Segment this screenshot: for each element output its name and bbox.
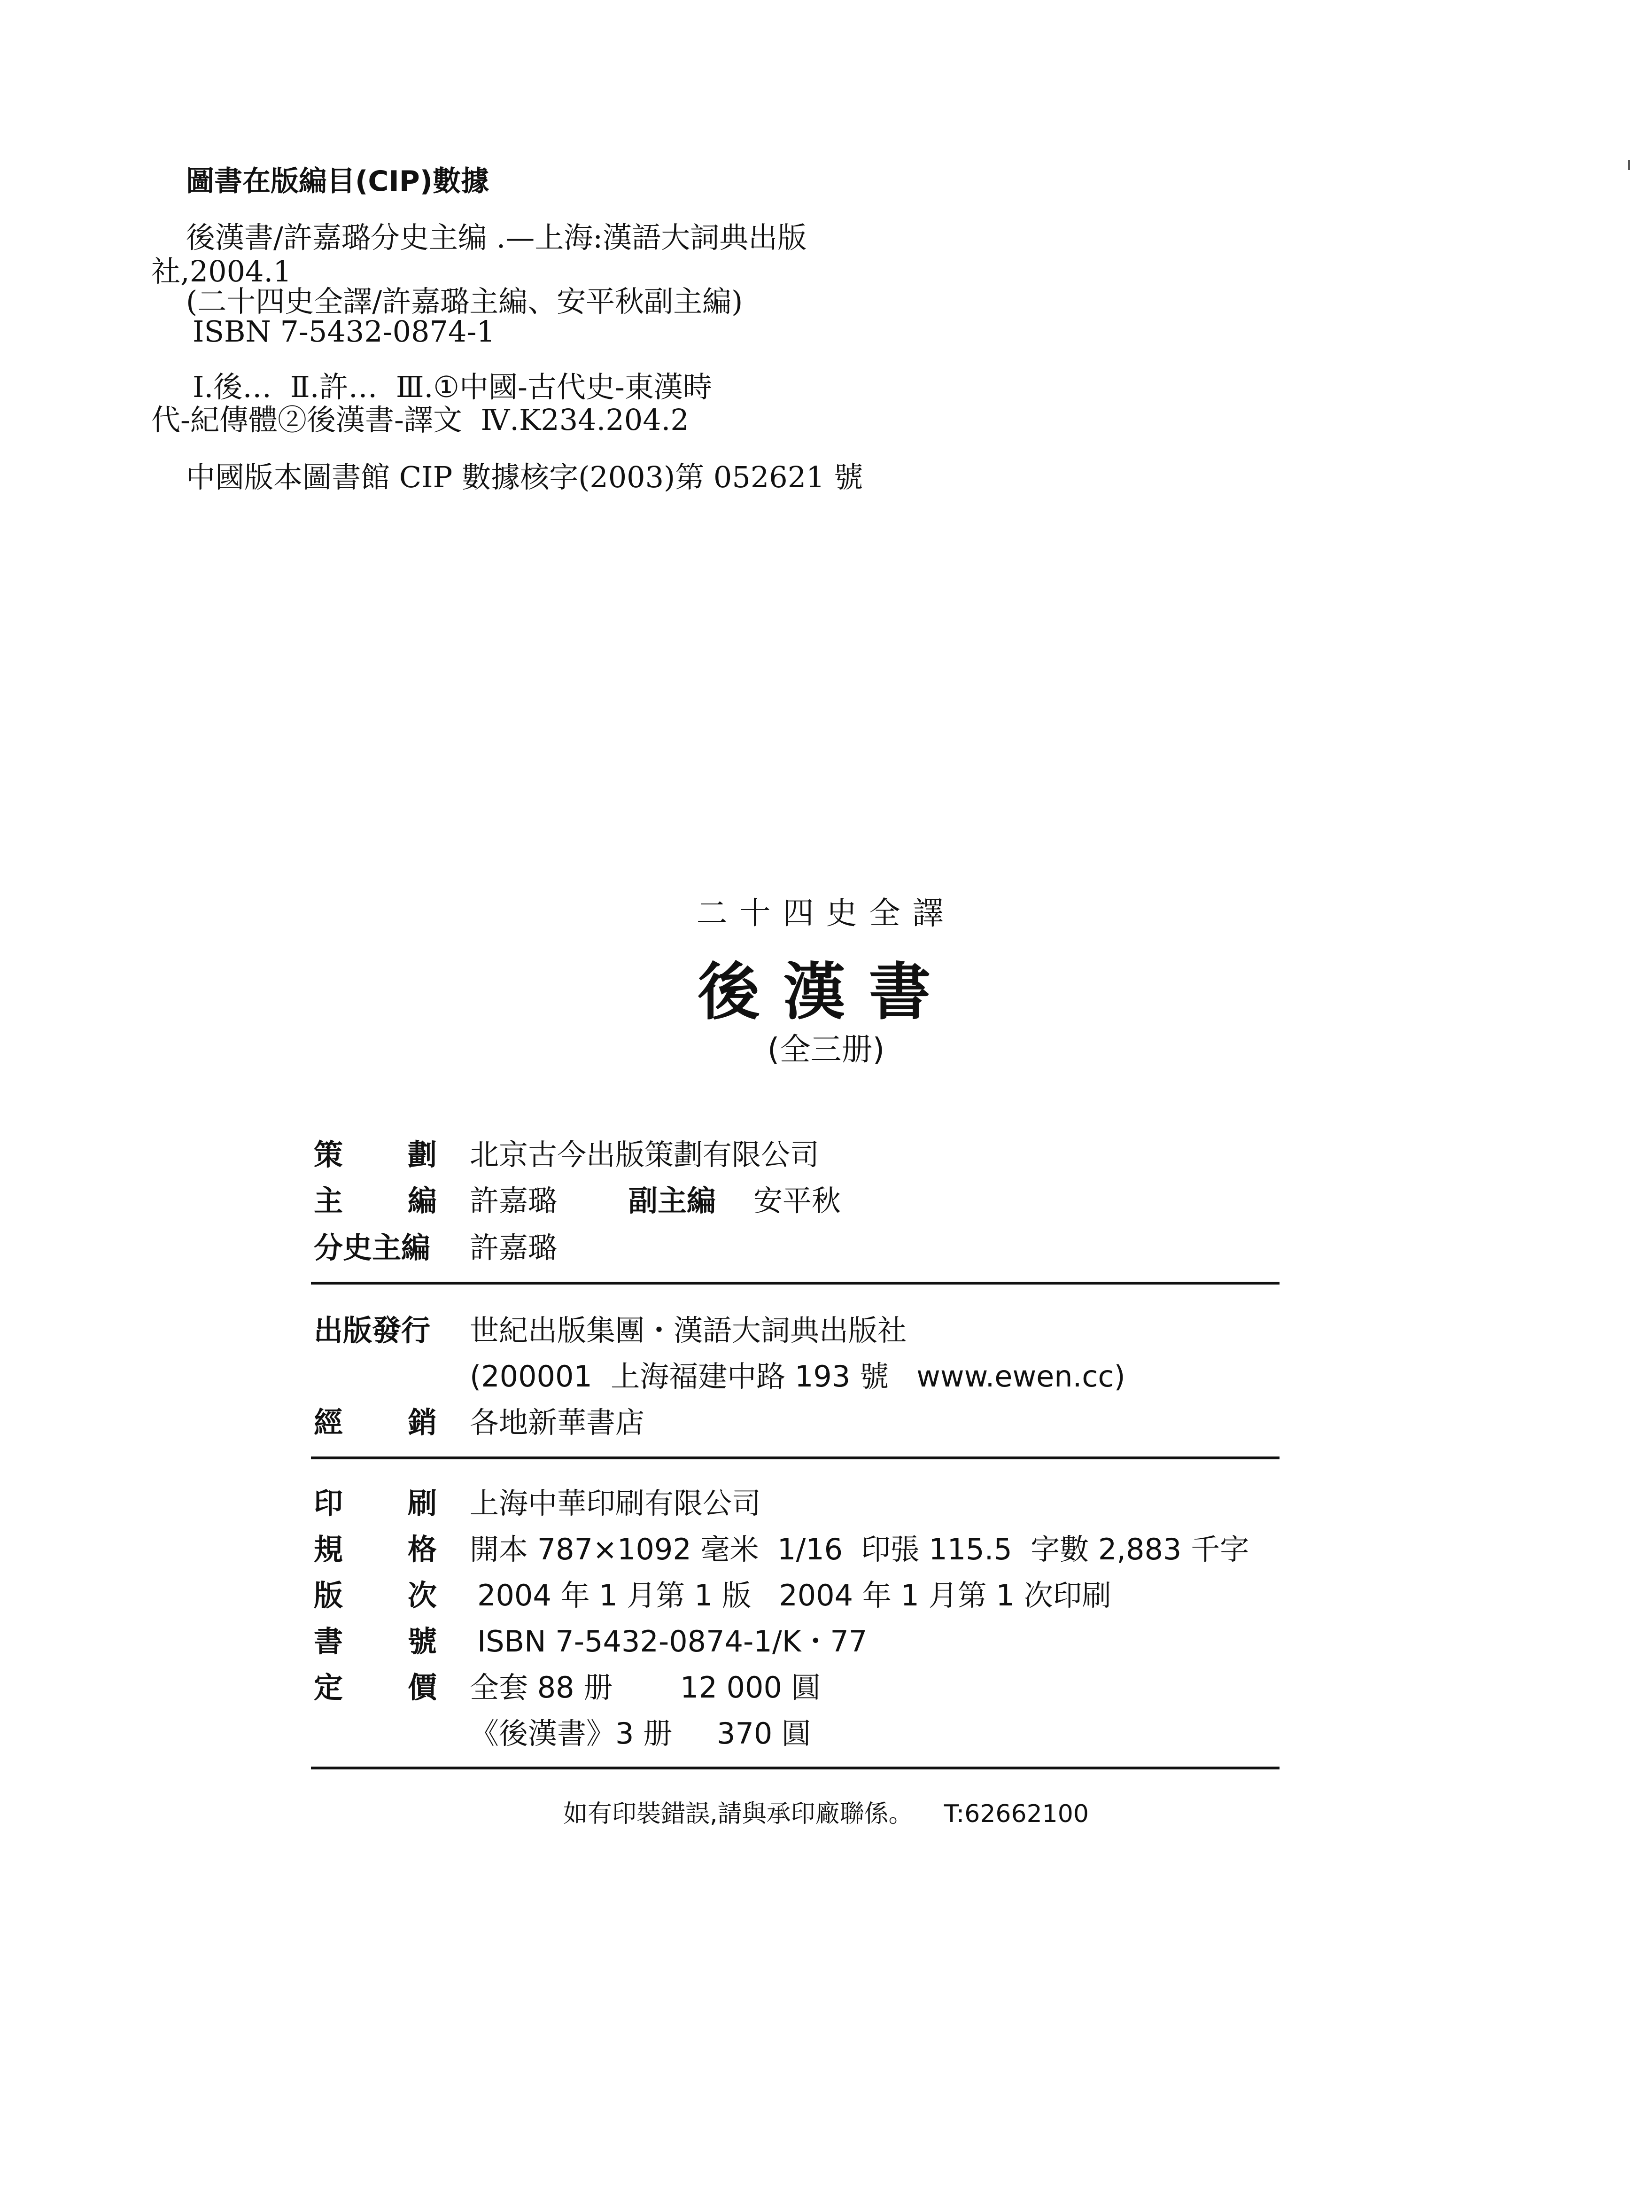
deputy-editor-label: 副主編 bbox=[628, 1184, 716, 1218]
format-value: 開本 787×1092 毫米 1/16 印張 115.5 字數 2,883 千字 bbox=[470, 1532, 1249, 1566]
price-label: 價 bbox=[408, 1670, 437, 1705]
divider bbox=[311, 1456, 1280, 1459]
printer-value: 上海中華印刷有限公司 bbox=[470, 1486, 761, 1520]
cip-series-note: (二十四史全譯/許嘉璐主編、安平秋副主編) bbox=[186, 284, 743, 319]
distributor-label: 銷 bbox=[408, 1405, 437, 1440]
edition-label: 次 bbox=[408, 1578, 437, 1612]
series-title: 二十四史全譯 bbox=[696, 895, 956, 931]
book-number-label: 號 bbox=[408, 1624, 437, 1659]
book-number-label: 書 bbox=[314, 1624, 343, 1659]
section-editor-label: 分史主編 bbox=[314, 1231, 431, 1265]
deputy-editor-value: 安平秋 bbox=[753, 1184, 841, 1218]
distributor-label: 經 bbox=[314, 1405, 343, 1440]
cip-entry-line: 社,2004.1 bbox=[151, 254, 292, 288]
footer-notice: 如有印裝錯誤,請與承印廠聯係。 T:62662100 bbox=[563, 1800, 1089, 1828]
volume-count: (全三册) bbox=[767, 1031, 885, 1067]
divider bbox=[311, 1282, 1280, 1285]
price-book-amount: 370 圓 bbox=[717, 1716, 811, 1751]
cip-subjects-line: Ⅰ.後… Ⅱ.許… Ⅲ.①中國-古代史-東漢時 bbox=[193, 370, 712, 404]
publisher-value: 世紀出版集團・漢語大詞典出版社 bbox=[470, 1313, 907, 1347]
editor-value: 許嘉璐 bbox=[470, 1184, 558, 1218]
publisher-label: 出版發行 bbox=[314, 1313, 431, 1347]
book-number-value: ISBN 7-5432-0874-1/K・77 bbox=[477, 1624, 868, 1659]
cip-isbn: ISBN 7-5432-0874-1 bbox=[193, 314, 495, 349]
cip-record-number: 中國版本圖書館 CIP 數據核字(2003)第 052621 號 bbox=[186, 460, 863, 494]
book-title: 後漢書 bbox=[698, 956, 954, 1028]
edition-value: 2004 年 1 月第 1 版 2004 年 1 月第 1 次印刷 bbox=[477, 1578, 1111, 1612]
scan-mark bbox=[1628, 160, 1630, 170]
cip-entry-line: 後漢書/許嘉璐分史主编 .—上海:漢語大詞典出版 bbox=[186, 220, 807, 255]
planning-label: 劃 bbox=[408, 1137, 437, 1172]
distributor-value: 各地新華書店 bbox=[470, 1405, 645, 1440]
edition-label: 版 bbox=[314, 1578, 343, 1612]
price-set-amount: 12 000 圓 bbox=[680, 1670, 821, 1705]
price-label: 定 bbox=[314, 1670, 343, 1705]
price-book-volumes: 《後漢書》3 册 bbox=[470, 1716, 673, 1751]
publisher-address: (200001 上海福建中路 193 號 www.ewen.cc) bbox=[470, 1359, 1125, 1394]
planning-label: 策 bbox=[314, 1137, 343, 1172]
cip-subjects-line: 代-紀傳體②後漢書-譯文 Ⅳ.K234.204.2 bbox=[151, 403, 689, 437]
cip-heading: 圖書在版編目(CIP)數據 bbox=[186, 165, 489, 198]
section-editor-value: 許嘉璐 bbox=[470, 1231, 558, 1265]
format-label: 規 bbox=[314, 1532, 343, 1566]
printer-label: 印 bbox=[314, 1486, 343, 1520]
printer-label: 刷 bbox=[408, 1486, 437, 1520]
divider bbox=[311, 1767, 1280, 1769]
editor-label: 編 bbox=[408, 1184, 437, 1218]
editor-label: 主 bbox=[314, 1184, 343, 1218]
format-label: 格 bbox=[408, 1532, 437, 1566]
price-set-volumes: 全套 88 册 bbox=[470, 1670, 613, 1705]
planning-value: 北京古今出版策劃有限公司 bbox=[470, 1137, 820, 1172]
